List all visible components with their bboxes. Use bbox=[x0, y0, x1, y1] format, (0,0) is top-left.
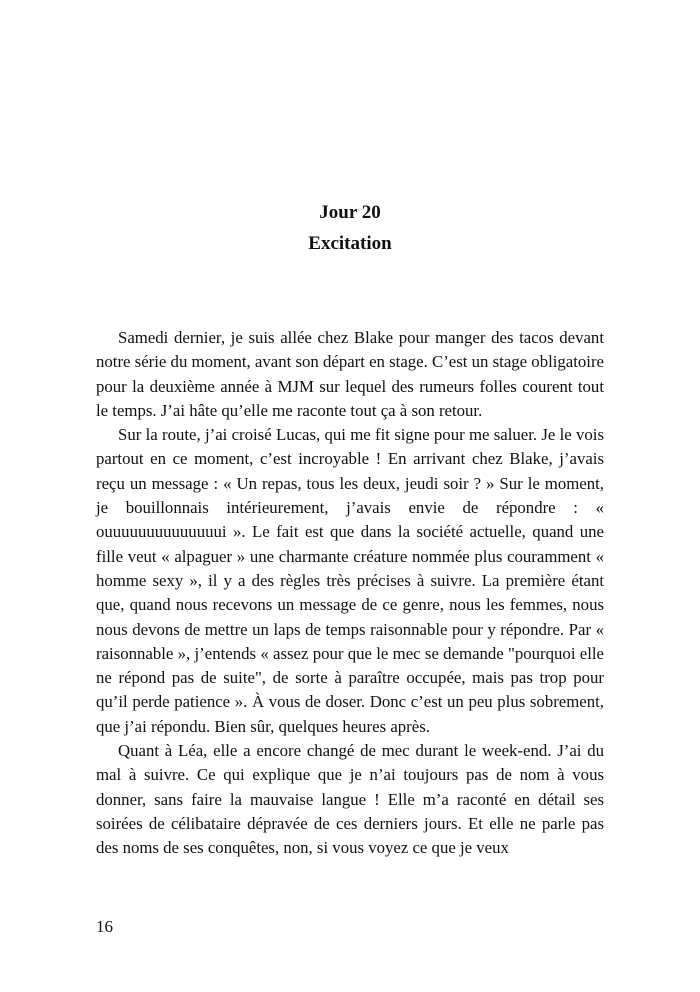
page-number: 16 bbox=[96, 917, 113, 936]
paragraph: Quant à Léa, elle a encore changé de mec durant le week-end. J’ai du mal à suivre. Ce qui explique que je n’ai toujours pas de nom à vous donner, sans faire la mauvaise langue ! Elle m’a raconté en détail ses soirées de célibataire dépravée de ces derniers jours. Et elle ne parle pas des noms de ses conquêtes, non, si vous voyez ce que je veux bbox=[96, 741, 604, 858]
paragraph: Sur la route, j’ai croisé Lucas, qui me fit signe pour me saluer. Je le vois partout en ce moment, c’est incroyable ! En arrivant chez Blake, j’avais reçu un message : « Un repas, tous les deux, jeudi soir ? » Sur le moment, je bouillonnais intérieurement, j’avais envie de répondre : « ouuuuuuuuuuuuuui ». Le fait est que dans la société actuelle, quand une fille veut « alpaguer » une charmante créature nommée plus couramment « homme sexy », il y a des règles très précises à suivre. La première étant que, quand nous recevons un message de ce genre, nous les femmes, nous nous devons de mettre un laps de temps raisonnable pour y répondre. Par « raisonnable », j’entends « assez pour que le mec se demande "pourquoi elle ne répond pas de suite", de sorte à paraître occupée, mais pas trop pour qu’il perde patience ». À vous de doser. Donc c’est un peu plus sobrement, que j’ai répondu. Bien sûr, quelques heures après. bbox=[96, 425, 604, 736]
paragraph: Samedi dernier, je suis allée chez Blake pour manger des tacos devant notre série du moment, avant son départ en stage. C’est un stage obligatoire pour la deuxième année à MJM sur lequel des rumeurs folles courent tout le temps. J’ai hâte qu’elle me raconte tout ça à son retour. bbox=[96, 328, 604, 420]
chapter-title: Excitation bbox=[308, 233, 392, 254]
chapter-number: Jour 20 bbox=[319, 202, 381, 223]
body-text bbox=[96, 326, 604, 861]
chapter-heading bbox=[0, 197, 700, 259]
